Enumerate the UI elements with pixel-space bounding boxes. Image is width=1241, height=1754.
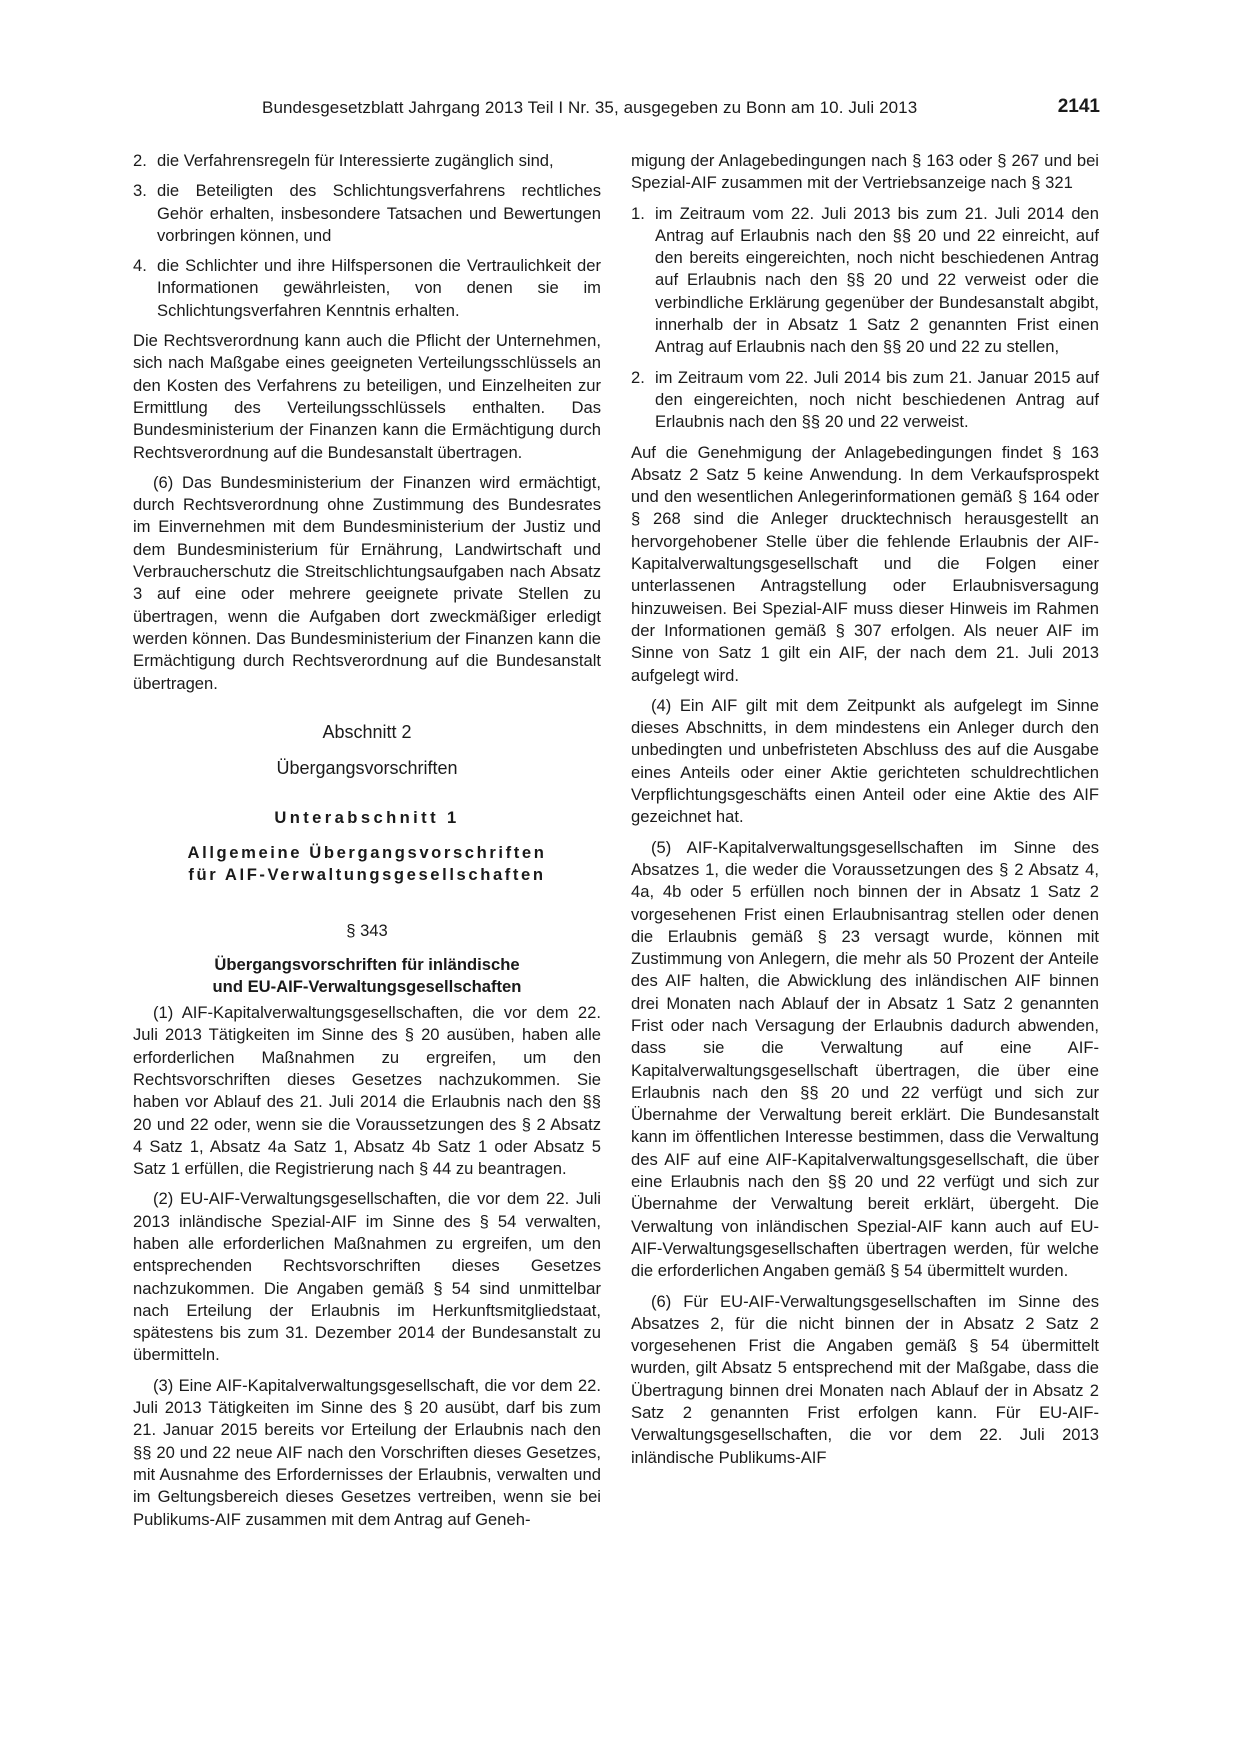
page-number: 2141 [1057, 96, 1100, 117]
list-number: 2. [631, 367, 645, 387]
list-number: 4. [133, 256, 147, 276]
paragraph: Die Rechtsverordnung kann auch die Pflicht der Unternehmen, sich nach Maßgabe eines geeigneten Verteilungsschlüssels an den Kosten des Verfahrens zu beteiligen, und Einzelheiten zur Ermittlung des Verteilungsschlüssels enthalten. Das Bundesministerium der Finanzen kann die Ermächtigung durch Rechtsverordnung auf die Bundesanstalt übertragen. [133, 331, 601, 462]
left-column [133, 150, 601, 1539]
paragraph: (2) EU-AIF-Verwaltungsgesellschaften, die vor dem 22. Juli 2013 inländische Spezial-AIF im Sinne des § 54 verwalten, haben alle erforderlichen Maßnahmen zu ergreifen, um den entsprechenden Rechtsvorschriften dieses Gesetzes nachzukommen. Die Angaben gemäß § 54 sind unmittelbar nach Erteilung der Erlaubnis im Herkunftsmitgliedstaat, spätestens bis zum 31. Dezember 2014 der Bundesanstalt zu übermitteln. [133, 1189, 601, 1365]
list-text: die Beteiligten des Schlichtungsverfahrens rechtliches Gehör erhalten, insbesondere Tatsachen und Bewertungen vorbringen können, und [157, 181, 601, 245]
subsection-title-line: Allgemeine Übergangsvorschriften [187, 842, 547, 862]
list-text: die Schlichter und ihre Hilfspersonen die Vertraulichkeit der Informationen gewährleisten, von denen sie im Schlichtungsverfahren Kenntnis erhalten. [157, 256, 601, 320]
list-item [133, 180, 601, 247]
paragraph-title-line: und EU-AIF-Verwaltungsgesellschaften [212, 977, 522, 997]
paragraph-number: § 343 [346, 920, 388, 940]
list-item [133, 150, 601, 172]
paragraph: (6) Das Bundesministerium der Finanzen wird ermächtigt, durch Rechtsverordnung ohne Zustimmung des Bundesrates im Einvernehmen mit dem Bundesministerium der Justiz und dem Bundesministerium für Ernährung, Landwirtschaft und Verbraucherschutz die Streitschlichtungsaufgaben nach Absatz 3 auf eine oder mehrere geeignete private Stellen zu übertragen, wenn die Aufgaben dort zweckmäßiger erledigt werden können. Das Bundesministerium der Finanzen kann die Ermächtigung durch Rechtsverordnung auf die Bundesanstalt übertragen. [133, 472, 601, 693]
list-number: 3. [133, 181, 147, 201]
paragraph: Auf die Genehmigung der Anlagebedingungen findet § 163 Absatz 2 Satz 5 keine Anwendung. In dem Verkaufsprospekt und den wesentlichen Anlegerinformationen gemäß § 164 oder § 268 sind die Anleger drucktechnisch herausgestellt an hervorgehobener Stelle über die fehlende Erlaubnis der AIF-Kapitalverwaltungsgesellschaft und die Folgen einer unterlassenen Antragstellung oder Erlaubnisversagung hinzuweisen. Bei Spezial-AIF muss dieser Hinweis im Rahmen der Informationen gemäß § 307 erfolgen. Als neuer AIF im Sinne von Satz 1 gilt ein AIF, der nach dem 21. Juli 2013 aufgelegt wird. [631, 442, 1099, 685]
list-text: im Zeitraum vom 22. Juli 2013 bis zum 21. Juli 2014 den Antrag auf Erlaubnis nach den §§ 20 und 22 einreicht, auf den bereits eingereichten, noch nicht beschiedenen Antrag auf Erlaubnis nach den §§ 20 und 22 verweist oder die verbindliche Erklärung gegenüber der Bundesanstalt abgibt, innerhalb der in Absatz 1 Satz 2 genannten Frist einen Antrag auf Erlaubnis nach den §§ 20 und 22 zu stellen, [655, 203, 1099, 357]
list-number: 2. [133, 151, 147, 170]
subsection-title-line: für AIF-Verwaltungsgesellschaften [188, 864, 546, 884]
subsection-heading: Unterabschnitt 1 [274, 808, 460, 828]
list-number: 1. [631, 203, 645, 223]
right-column [631, 150, 1099, 1477]
list-item [631, 203, 1099, 359]
paragraph: migung der Anlagebedingungen nach § 163 oder § 267 und bei Spezial-AIF zusammen mit der Vertriebsanzeige nach § 321 [631, 151, 1099, 193]
list-item [631, 367, 1099, 434]
list-text: die Verfahrensregeln für Interessierte zugänglich sind, [157, 151, 554, 170]
subsection-title [133, 842, 601, 886]
running-title: Bundesgesetzblatt Jahrgang 2013 Teil I Nr. 35, ausgegeben zu Bonn am 10. Juli 2013 [262, 98, 918, 117]
paragraph: (5) AIF-Kapitalverwaltungsgesellschaften im Sinne des Absatzes 1, die weder die Voraussetzungen des § 2 Absatz 4, 4a, 4b oder 5 erfüllen noch binnen der in Absatz 1 Satz 2 vorgesehenen Frist einen Erlaubnisantrag stellen oder denen die Erlaubnis gemäß § 23 versagt wurde, können mit Zustimmung von Anlegern, die mehr als 50 Prozent der Anteile des AIF halten, die Abwicklung des inländischen AIF binnen drei Monaten nach Ablauf der in Absatz 1 Satz 2 genannten Frist oder nach Versagung der Erlaubnis dadurch abwenden, dass sie die Verwaltung auf eine AIF-Kapitalverwaltungsgesellschaft übertragen, die über eine Erlaubnis nach den §§ 20 und 22 verfügt und sich zur Übernahme der Verwaltung bereit erklärt. Die Bundesanstalt kann im öffentlichen Interesse bestimmen, dass die Verwaltung des AIF auf eine AIF-Kapitalverwaltungsgesellschaft, die über eine Erlaubnis nach den §§ 20 und 22 verfügt und sich zur Übernahme der Verwaltung bereit erklärt, übergeht. Die Verwaltung von inländischen Spezial-AIF kann auch auf EU-AIF-Verwaltungsgesellschaften übertragen werden, für welche die erforderlichen Angaben gemäß § 54 übermittelt wurden. [631, 837, 1099, 1281]
paragraph: (4) Ein AIF gilt mit dem Zeitpunkt als aufgelegt im Sinne dieses Abschnitts, in dem mindestens ein Anleger durch den unbedingten und unbefristeten Abschluss des auf die Ausgabe eines Anteils oder einer Aktie gerichteten schuldrechtlichen Verpflichtungsgeschäfts einen Anteil oder eine Aktie des AIF gezeichnet hat. [631, 695, 1099, 827]
page-header [262, 98, 1100, 128]
paragraph-title-line: Übergangsvorschriften für inländische [214, 955, 520, 975]
section-heading: Abschnitt 2 [322, 721, 412, 742]
paragraph: (3) Eine AIF-Kapitalverwaltungsgesellschaft, die vor dem 22. Juli 2013 Tätigkeiten im Sinne des § 20 ausübt, darf bis zum 21. Januar 2015 bereits vor Erteilung der Erlaubnis nach den §§ 20 und 22 neue AIF nach den Vorschriften dieses Gesetzes, mit Ausnahme des Erfordernisses der Erlaubnis, verwalten und im Geltungsbereich dieses Gesetzes vertreiben, wenn sie bei Publikums-AIF zusammen mit dem Antrag auf Geneh- [133, 1375, 601, 1529]
section-title: Übergangsvorschriften [276, 758, 458, 779]
paragraph-title [133, 954, 601, 998]
paragraph: (1) AIF-Kapitalverwaltungsgesellschaften, die vor dem 22. Juli 2013 Tätigkeiten im Sinne des § 20 ausüben, haben alle erforderlichen Maßnahmen zu ergreifen, um den Rechtsvorschriften dieses Gesetzes nachzukommen. Sie haben vor Ablauf des 21. Juli 2014 die Erlaubnis nach den §§ 20 und 22 oder, wenn sie die Voraussetzungen des § 2 Absatz 4 Satz 1, Absatz 4a Satz 1, Absatz 4b Satz 1 oder Absatz 5 Satz 1 erfüllen, die Registrierung nach § 44 zu beantragen. [133, 1003, 601, 1179]
list-item [133, 255, 601, 322]
list-text: im Zeitraum vom 22. Juli 2014 bis zum 21. Januar 2015 auf den eingereichten, noch nicht beschiedenen Antrag auf Erlaubnis nach den §§ 20 und 22 verweist. [655, 367, 1099, 432]
paragraph: (6) Für EU-AIF-Verwaltungsgesellschaften im Sinne des Absatzes 2, für die nicht binnen der in Absatz 2 Satz 2 vorgesehenen Frist die Angaben gemäß § 54 übermittelt wurden, gilt Absatz 5 entsprechend mit der Maßgabe, dass die Übertragung binnen drei Monaten nach Ablauf der in Absatz 2 Satz 2 genannten Frist erfolgen kann. Für EU-AIF-Verwaltungsgesellschaften, die vor dem 22. Juli 2013 inländische Publikums-AIF [631, 1291, 1099, 1467]
